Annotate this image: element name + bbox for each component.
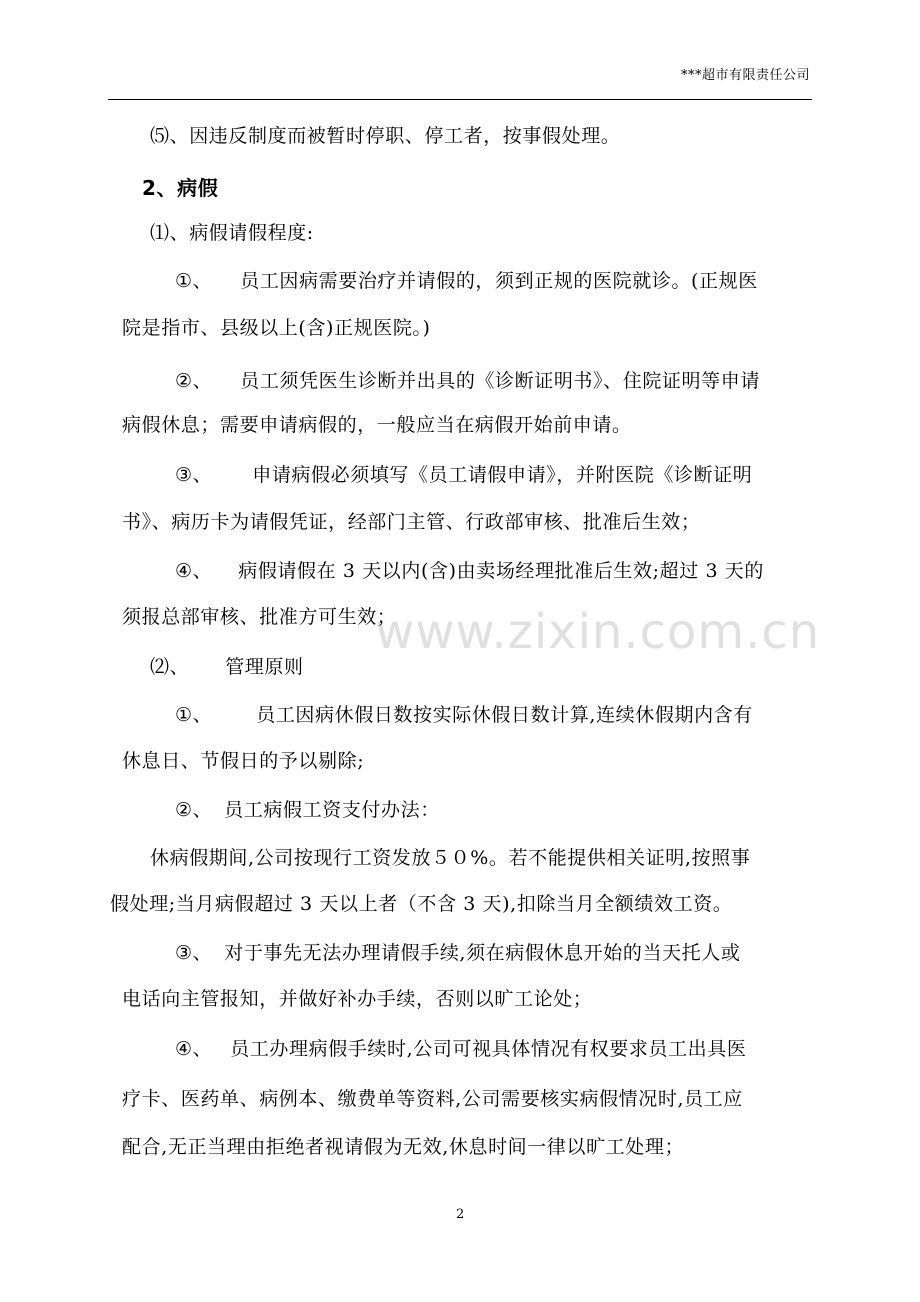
paragraph-line: 病假休息；需要申请病假的，一般应当在病假开始前申请。	[122, 414, 632, 436]
list-marker: ④、	[175, 560, 213, 582]
list-marker: ①、	[175, 270, 213, 292]
paragraph-line: 休息日、节假日的予以剔除;	[122, 750, 365, 772]
list-marker: ③、	[175, 464, 213, 486]
paragraph-line: 配合,无正当理由拒绝者视请假为无效,休息时间一律以旷工处理；	[122, 1136, 685, 1158]
paragraph-line: 书》、病历卡为请假凭证，经部门主管、行政部审核、批准后生效；	[122, 511, 701, 533]
list-item-text: 申请病假必须填写《员工请假申请》，并附医院《诊断证明	[252, 464, 753, 486]
list-marker: ②、	[175, 370, 213, 392]
paragraph-line: 假处理;当月病假超过 3 天以上者（不含 3 天),扣除当月全额绩效工资。	[110, 893, 733, 915]
list-item-text: 员工病假工资支付办法：	[224, 799, 440, 821]
paragraph-line: 疗卡、医药单、病例本、缴费单等资料,公司需要核实病假情况时,员工应	[122, 1088, 743, 1110]
list-item-text: 病假请假在 3 天以内(含)由卖场经理批准后生效;超过 3 天的	[238, 560, 764, 582]
paragraph-line: 电话向主管报知，并做好补办手续，否则以旷工论处；	[122, 988, 593, 1010]
list-item	[175, 795, 440, 822]
list-item	[175, 266, 758, 293]
header-rule	[108, 99, 812, 100]
list-item	[175, 556, 764, 583]
paragraph-line: 院是指市、县级以上(含)正规医院。)	[122, 317, 431, 339]
company-header: ***超市有限责任公司	[680, 68, 810, 83]
list-marker: ⑵、	[150, 656, 190, 678]
list-item-text: 员工因病休假日数按实际休假日数计算,连续休假期内含有	[256, 704, 753, 726]
list-marker: ③、	[175, 942, 213, 964]
section-heading: 2、病假	[142, 176, 219, 200]
list-item	[175, 700, 753, 727]
list-item-text: 员工须凭医生诊断并出具的《诊断证明书》、住院证明等申请	[240, 370, 760, 392]
list-item-text: 对于事先无法办理请假手续,须在病假休息开始的当天托人或	[224, 942, 741, 964]
paragraph-line: ⑸、因违反制度而被暂时停职、停工者，按事假处理。	[150, 125, 621, 147]
list-item-text: 员工因病需要治疗并请假的，须到正规的医院就诊。(正规医	[240, 270, 758, 292]
paragraph-line: 休病假期间,公司按现行工资发放５０%。若不能提供相关证明,按照事	[150, 847, 751, 869]
list-item	[175, 1034, 746, 1061]
subsection-heading: ⑴、病假请假程度:	[150, 222, 314, 244]
list-marker: ①、	[175, 704, 213, 726]
list-item-text: 员工办理病假手续时,公司可视具体情况有权要求员工出具医	[230, 1038, 747, 1060]
list-marker: ④、	[175, 1038, 213, 1060]
list-marker: ②、	[175, 799, 213, 821]
list-item-text: 管理原则	[225, 656, 304, 678]
page-number: 2	[456, 1207, 465, 1222]
subsection-heading	[150, 652, 304, 679]
watermark: www.zixin.com.cn	[375, 604, 821, 660]
list-item	[175, 938, 740, 965]
paragraph-line: 须报总部审核、批准方可生效；	[122, 606, 397, 628]
list-item	[175, 366, 760, 393]
list-item	[175, 460, 752, 487]
